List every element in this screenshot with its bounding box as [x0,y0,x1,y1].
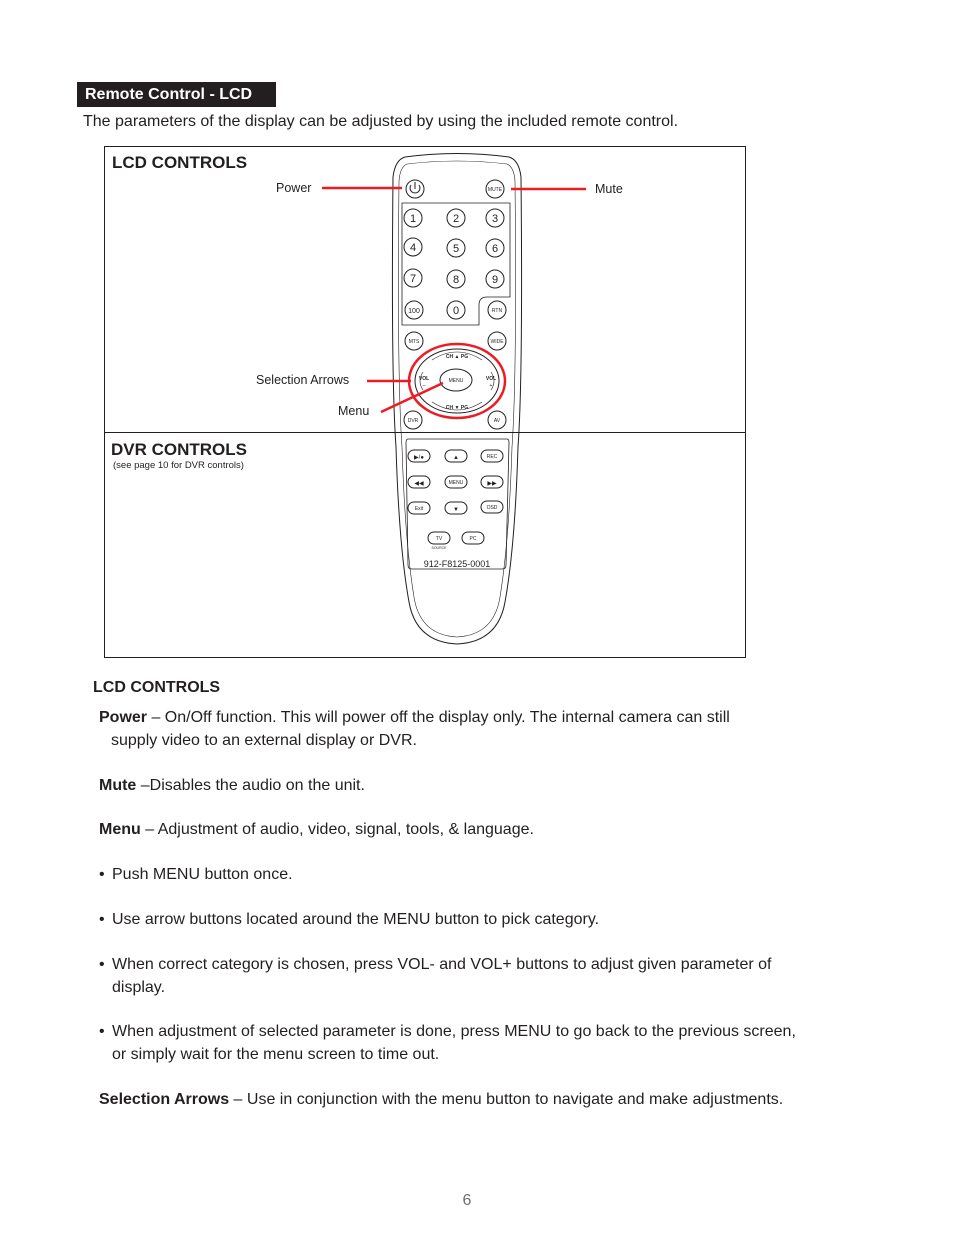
mute-term: Mute [99,777,137,794]
selection-arrows-description [99,1088,859,1111]
power-text-continued: supply video to an external display or DVR. [111,732,417,749]
model-number: 912-F8125-0001 [423,559,491,569]
bullet-text: When correct category is chosen, press VOL- and VOL+ buttons to adjust given parameter of [112,956,772,973]
mute-button [486,180,504,198]
page-number: 6 [462,1192,472,1209]
svg-text:7: 7 [409,273,417,285]
svg-text:▼: ▼ [453,507,459,513]
digit-8 [447,270,465,288]
bullet-text: Use arrow buttons located around the MENU button to pick category. [112,911,600,928]
callout-menu: Menu [338,404,370,418]
digit-0 [447,301,465,319]
list-item [99,953,859,999]
power-button [406,180,424,198]
callout-selection-arrows: Selection Arrows [256,373,350,387]
svg-text:3: 3 [491,213,499,225]
svg-text:8: 8 [452,274,460,286]
mute-text: –Disables the audio on the unit. [136,777,365,794]
power-text: – On/Off function. This will power off the display only. The internal camera can still [147,709,730,726]
list-item [99,863,859,886]
svg-text:◀◀: ◀◀ [414,481,424,487]
bullet-marker: • [99,1023,105,1040]
svg-text:▶/●: ▶/● [414,455,424,461]
selection-arrows-text: – Use in conjunction with the menu button to navigate and make adjustments. [229,1091,784,1108]
menu-text: – Adjustment of audio, video, signal, tools, & language. [140,821,534,838]
selection-arrows-term: Selection Arrows [99,1091,230,1108]
bullet-marker: • [99,911,105,928]
mute-description [99,774,859,797]
digit-5 [447,239,465,257]
svg-text:RTN: RTN [491,308,503,314]
wide-button [488,332,506,350]
play-pause-button [408,450,430,462]
rtn-button [488,301,506,319]
svg-text:9: 9 [491,274,499,286]
svg-text:MENU: MENU [448,378,464,384]
callout-power: Power [276,181,312,195]
exit-button [408,502,430,514]
svg-text:5: 5 [452,243,460,255]
osd-button [481,501,503,513]
bullet-text: When adjustment of selected parameter is done, press MENU to go back to the previous screen, [112,1023,796,1040]
svg-text:MENU: MENU [448,480,464,486]
digit-1 [404,209,422,227]
section-tag: Remote Control - LCD [77,82,276,107]
dvr-controls-note: (see page 10 for DVR controls) [113,460,244,471]
remote-control-drawing [105,147,745,657]
digit-4 [404,238,422,256]
digit-7 [404,269,422,287]
intro-text: The parameters of the display can be adjusted by using the included remote control. [83,113,679,130]
svg-text:+: + [489,383,493,389]
svg-text:2: 2 [452,213,460,225]
dvr-button [404,411,422,429]
svg-text:CH ▲ PG: CH ▲ PG [445,354,469,360]
menu-description [99,818,859,841]
svg-text:6: 6 [491,243,499,255]
svg-text:OSD: OSD [486,505,498,511]
svg-text:MUTE: MUTE [487,187,503,193]
list-item [99,1020,859,1066]
bullet-marker: • [99,866,105,883]
remote-figure [104,146,746,658]
up-button [445,450,467,462]
lcd-controls-title: LCD CONTROLS [93,679,221,696]
dvr-menu-button [445,476,467,488]
power-term: Power [99,709,148,726]
svg-text:WIDE: WIDE [490,339,504,345]
digit-6 [486,239,504,257]
svg-text:–: – [422,383,426,389]
svg-text:REC: REC [486,454,498,460]
tv-button [428,532,450,544]
forward-button [481,476,503,488]
bullet-text: Push MENU button once. [112,866,293,883]
list-item [99,908,859,931]
nav-cluster [415,349,499,413]
svg-text:AV: AV [493,418,501,424]
svg-text:CH ▼ PG: CH ▼ PG [445,405,469,411]
svg-text:100: 100 [408,308,420,315]
svg-text:4: 4 [409,242,417,254]
svg-text:PC: PC [469,536,477,542]
svg-text:▲: ▲ [453,455,459,461]
bullet-marker: • [99,956,105,973]
pc-button [462,532,484,544]
bullet-text-continued: or simply wait for the menu screen to time out. [112,1046,440,1063]
lcd-controls-heading: LCD CONTROLS [112,153,248,172]
bullet-text-continued: display. [112,979,166,996]
svg-text:DVR: DVR [407,418,419,424]
digit-9 [486,270,504,288]
mts-button [405,332,423,350]
down-button [445,502,467,514]
power-description [99,706,859,752]
menu-term: Menu [99,821,141,838]
svg-text:1: 1 [409,213,417,225]
svg-text:VOL: VOL [418,376,430,382]
dvr-controls-heading: DVR CONTROLS [111,440,247,459]
source-label: SOURCE [431,546,447,550]
digit-100 [405,301,423,319]
rec-button [481,450,503,462]
callout-mute: Mute [595,182,623,196]
svg-text:TV: TV [435,536,443,542]
svg-text:0: 0 [452,305,460,317]
svg-text:MTS: MTS [408,339,420,345]
av-button [488,411,506,429]
rewind-button [408,476,430,488]
svg-text:▶▶: ▶▶ [487,481,497,487]
digit-3 [486,209,504,227]
digit-2 [447,209,465,227]
svg-text:VOL: VOL [485,376,497,382]
svg-text:Exit: Exit [414,506,424,512]
